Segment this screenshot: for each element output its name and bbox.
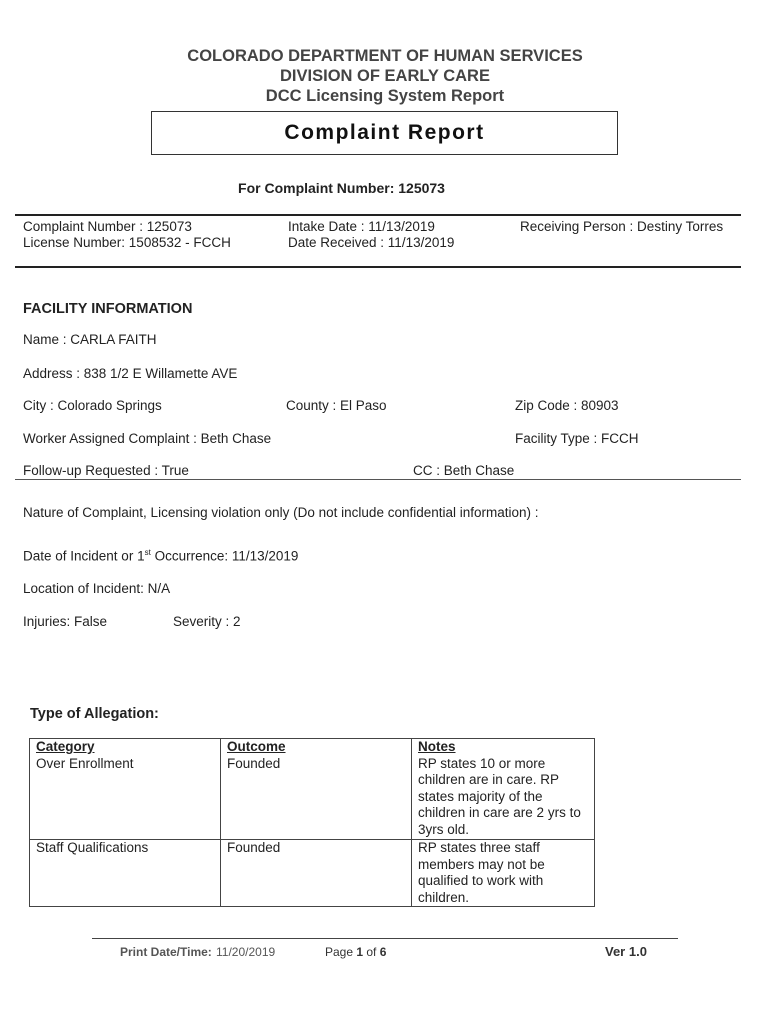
license-number: License Number: 1508532 - FCCH [23,235,231,250]
facility-heading: FACILITY INFORMATION [23,301,193,317]
table-cell [221,840,412,907]
notes-line: states majority of the [418,788,543,804]
outcome-value: Founded [227,755,281,771]
facility-city: City : Colorado Springs [23,398,162,413]
table-cell [30,739,221,840]
category-value: Over Enrollment [36,755,134,771]
facility-name: Name : CARLA FAITH [23,332,157,347]
facility-county: County : El Paso [286,398,387,413]
worker-assigned: Worker Assigned Complaint : Beth Chase [23,431,272,446]
allegation-row-2 [30,840,595,907]
facility-address: Address : 838 1/2 E Willamette AVE [23,366,238,381]
facility-zip: Zip Code : 80903 [515,398,619,413]
nature-of-complaint: Nature of Complaint, Licensing violation only (Do not include confidential information) : [23,505,539,520]
severity: Severity : 2 [173,614,241,629]
table-cell [412,840,595,907]
title-box [151,111,618,155]
table-cell [221,739,412,840]
cc-recipient: CC : Beth Chase [413,463,515,478]
notes-line: RP states three staff [418,840,540,855]
header-report-name: DCC Licensing System Report [265,87,505,105]
notes-line: qualified to work with [418,873,544,888]
date-of-incident: Date of Incident or 1st Occurrence: 11/13/2019 [23,548,299,564]
column-header-outcome: Outcome [227,739,286,754]
notes-line: 3yrs old. [418,821,470,837]
allegation-row-1 [30,739,595,840]
outcome-value: Founded [227,840,281,855]
print-date-value: 11/20/2019 [216,945,276,959]
allegation-table [29,738,595,907]
category-value: Staff Qualifications [36,840,149,855]
column-header-category: Category [36,739,95,754]
header-division: DIVISION OF EARLY CARE [280,67,490,85]
location-of-incident: Location of Incident: N/A [23,581,171,596]
header-department: COLORADO DEPARTMENT OF HUMAN SERVICES [187,47,583,65]
table-cell [412,739,595,840]
facility-type: Facility Type : FCCH [515,431,639,446]
table-cell [30,840,221,907]
intake-date: Intake Date : 11/13/2019 [288,219,435,234]
summary-bottom-rule [15,266,741,268]
injuries: Injuries: False [23,614,108,629]
notes-line: children. [418,889,470,905]
page-title: Complaint Report [284,121,485,144]
complaint-number: Complaint Number : 125073 [23,219,192,234]
allegation-heading: Type of Allegation: [30,706,159,722]
notes-line: children are in care. RP [418,772,560,787]
footer-rule [92,938,678,939]
print-date-label: Print Date/Time: [120,945,212,959]
page-number: Page 1 of 6 [325,945,387,959]
column-header-notes: Notes [418,739,456,754]
receiving-person: Receiving Person : Destiny Torres [520,219,724,234]
date-received: Date Received : 11/13/2019 [288,235,455,250]
notes-line: children in care are 2 yrs to [418,805,581,820]
notes-line: members may not be [418,856,545,872]
notes-line: RP states 10 or more [418,755,546,771]
facility-bottom-rule [15,479,741,480]
summary-top-rule [15,214,741,216]
complaint-number-heading: For Complaint Number: 125073 [238,180,445,196]
version-label: Ver 1.0 [605,944,647,959]
followup-requested: Follow-up Requested : True [23,463,189,478]
